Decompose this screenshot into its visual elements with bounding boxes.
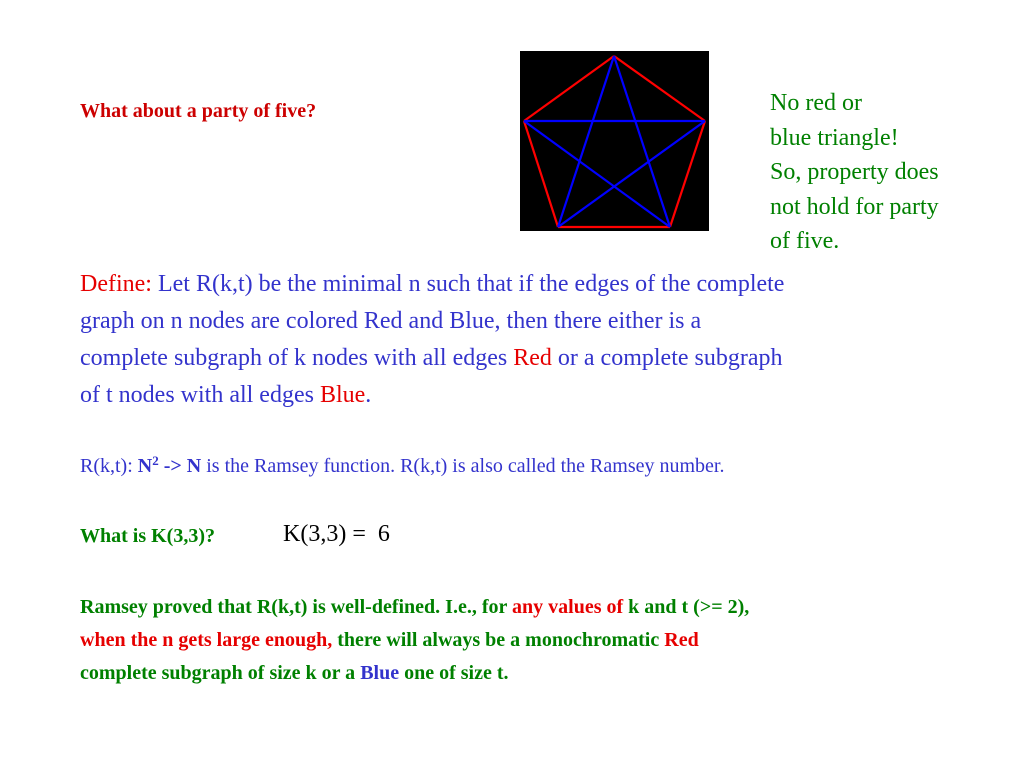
answer-k33: K(3,3) = 6 [283,521,390,547]
pentagon-graph-figure [520,51,709,231]
domain-base: N [137,455,153,477]
blue-keyword: Blue [319,382,366,408]
note-line: No red or [770,90,862,116]
theorem-text: k and t (>= 2), [623,596,750,618]
definition-text: complete subgraph of k nodes with all edges [80,345,514,371]
question-k33: What is K(3,3)? [80,525,215,547]
theorem-text: there will always be a monochromatic [332,629,665,651]
blue-keyword: Blue [360,662,400,684]
theorem-text: one of size t. [399,662,509,684]
theorem-text: Ramsey proved that R(k,t) is well-defined. I.e., for [80,596,513,618]
definition-text: Let R(k,t) be the minimal n such that if the edges of the complete [151,271,785,297]
definition-line-1 [80,266,980,303]
blue-edge [558,56,614,227]
domain-exponent: 2 [152,453,159,468]
codomain: -> N [158,455,202,477]
large-enough-emphasis: when the n gets large enough, [80,629,333,651]
blue-edge [558,121,705,227]
ramsey-function-line [80,455,724,478]
definition-line-4 [80,377,980,414]
red-edge [670,121,705,227]
function-description: is the Ramsey function. R(k,t) is also called the Ramsey number. [201,455,725,477]
theorem-text: complete subgraph of size k or a [80,662,361,684]
red-keyword: Red [664,629,699,651]
theorem-line-1 [80,591,1000,624]
k5-graph-svg [520,51,709,231]
red-keyword: Red [513,345,552,371]
note-line: of five. [770,228,840,254]
definition-text: of t nodes with all edges [80,382,320,408]
definition-text: or a complete subgraph [551,345,783,371]
definition-text: . [365,382,372,408]
note-line: not hold for party [770,193,939,220]
blue-edge [524,121,670,227]
definition-line-3 [80,340,980,377]
definition-line-2: graph on n nodes are colored Red and Blue, then there either is a [80,308,702,334]
define-label: Define: [80,271,152,297]
note-line: So, property does [770,159,939,185]
party-of-five-heading: What about a party of five? [80,100,317,122]
note-line: blue triangle! [770,124,899,151]
red-edge [614,56,705,121]
no-triangle-note [770,86,1020,259]
theorem-line-3 [80,657,1000,690]
function-prefix: R(k,t): [80,455,138,477]
ramsey-theorem [80,591,1000,690]
ramsey-definition [80,266,980,414]
red-edge [524,121,558,227]
red-edge [524,56,614,121]
blue-edge [614,56,670,227]
theorem-line-2 [80,624,1000,657]
any-values-emphasis: any values of [512,596,624,618]
